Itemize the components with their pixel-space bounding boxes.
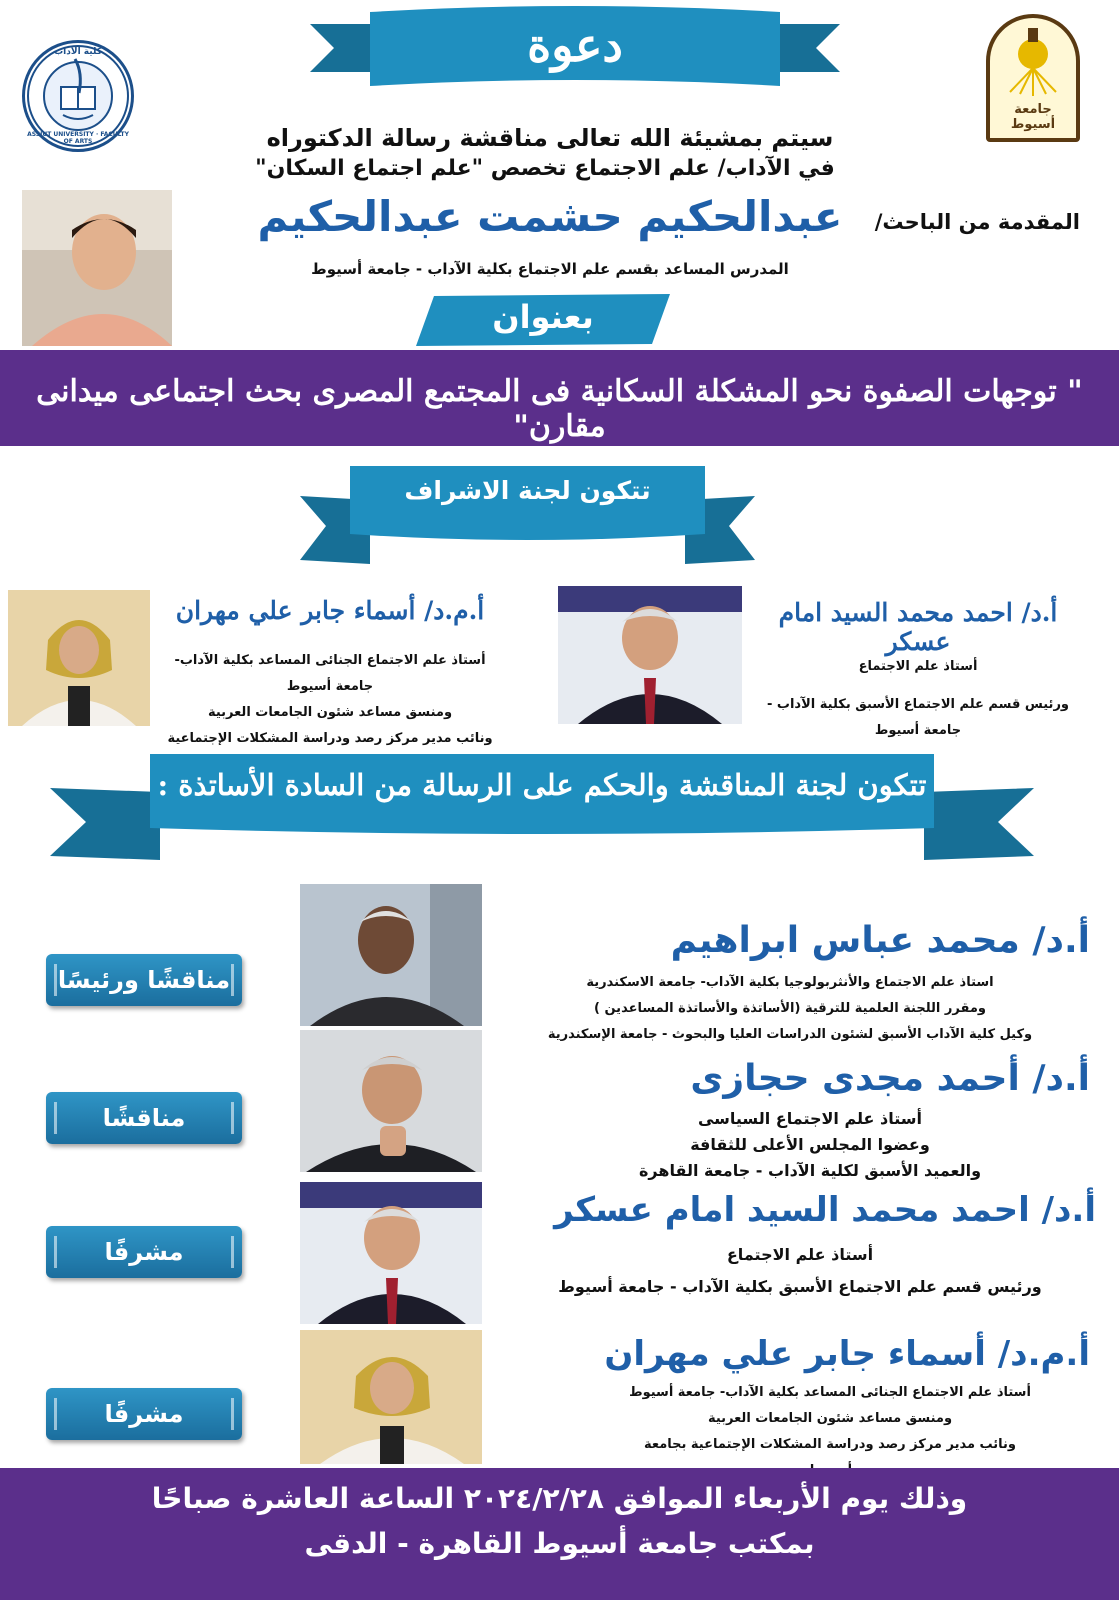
committee-member-2-photo (300, 1030, 482, 1172)
committee-member-3-details (540, 1242, 1060, 1300)
presenter-name: عبدالحكيم حشمت عبدالحكيم (257, 192, 843, 241)
faculty-logo-ring-text: ASSIUT UNIVERSITY · FACULTY OF ARTS (27, 131, 129, 145)
committee-ribbon-label: تتكون لجنة المناقشة والحكم على الرسالة من السادة الأساتذة : (157, 768, 927, 802)
title-ribbon-label: بعنوان (492, 298, 594, 336)
supervisor-2-name: أ.م.د/ أسماء جابر علي مهران (175, 596, 485, 625)
supervision-ribbon-label: تتكون لجنة الاشراف (404, 476, 651, 505)
committee-member-4-line-1: أستاذ علم الاجتماع الجنائى المساعد بكلية الآداب- جامعة أسيوط (629, 1385, 1031, 1400)
footer-location-line: بمكتب جامعة أسيوط القاهرة - الدقى (304, 1527, 815, 1560)
invitation-title: دعوة (527, 18, 623, 72)
committee-member-4-line-3: ونائب مدير مركز رصد ودراسة المشكلات الإجتماعية بجامعة (643, 1437, 1017, 1452)
faculty-logo-text: كلية الآداب (54, 47, 102, 57)
title-ribbon (416, 290, 670, 350)
supervision-ribbon (300, 460, 755, 568)
invitation-ribbon (310, 6, 840, 92)
presenter-label: المقدمة من الباحث/ (874, 210, 1080, 234)
committee-member-1-details (520, 970, 1060, 1048)
supervisor-1-details (760, 654, 1076, 744)
intro-line-2: في الآداب/ علم الاجتماع تخصص "علم اجتماع السكان" (255, 156, 835, 181)
thesis-title: " توجهات الصفوة نحو المشكلة السكانية فى المجتمع المصرى بحث اجتماعى ميدانى مقارن" (36, 374, 1083, 444)
committee-member-4-name: أ.م.د/ أسماء جابر علي مهران (604, 1334, 1090, 1374)
footer-date-line: وذلك يوم الأربعاء الموافق ٢٠٢٤/٢/٢٨ الساعة العاشرة صباحًا (151, 1482, 968, 1515)
supervisor-2-line-2: ومنسق مساعد شئون الجامعات العربية (207, 705, 453, 720)
committee-member-2-details (560, 1106, 1060, 1184)
footer-band (0, 1468, 1119, 1600)
committee-member-4-role: مشرفًا (46, 1388, 242, 1440)
committee-ribbon (50, 744, 1034, 864)
supervisor-2-line-3: ونائب مدير مركز رصد ودراسة المشكلات الإجتماعية (167, 731, 493, 746)
presenter-title: المدرس المساعد بقسم علم الاجتماع بكلية الآداب - جامعة أسيوط (311, 260, 789, 278)
committee-member-1-photo (300, 884, 482, 1026)
intro-line-1: سيتم بمشيئة الله تعالى مناقشة رسالة الدكتوراه (266, 124, 834, 152)
committee-member-3-line-2: ورئيس قسم علم الاجتماع الأسبق بكلية الآداب - جامعة أسيوط (558, 1277, 1042, 1296)
faculty-of-arts-logo (22, 40, 134, 152)
supervisor-1-line-2: ورئيس قسم علم الاجتماع الأسبق بكلية الآداب - جامعة أسيوط (766, 697, 1070, 738)
committee-member-1-name: أ.د/ محمد عباس ابراهيم (670, 920, 1090, 961)
committee-member-2-name: أ.د/ أحمد مجدى حجازى (690, 1058, 1090, 1099)
committee-member-2-role: مناقشًا (46, 1092, 242, 1144)
committee-member-1-role: مناقشًا ورئيسًا (46, 954, 242, 1006)
committee-member-1-line-3: وكيل كلية الآداب الأسبق لشئون الدراسات العليا والبحوث - جامعة الإسكندرية (547, 1027, 1033, 1042)
committee-member-1-line-2: ومقرر اللجنة العلمية للترقية (الأساتذة والأساتذة المساعدين ) (594, 1001, 986, 1016)
committee-member-3-line-1: أستاذ علم الاجتماع (726, 1245, 874, 1264)
committee-member-3-name: أ.د/ احمد محمد السيد امام عسكر (554, 1190, 1096, 1230)
committee-member-3-photo (300, 1182, 482, 1324)
supervisor-2-line-1: أستاذ علم الاجتماع الجنائى المساعد بكلية الآداب- جامعة أسيوط (174, 653, 486, 694)
committee-member-2-line-2: وعضوا المجلس الأعلى للثقافة (690, 1135, 930, 1154)
supervisor-1-photo (558, 586, 742, 724)
committee-member-3-role: مشرفًا (46, 1226, 242, 1278)
committee-member-2-line-1: أستاذ علم الاجتماع السياسى (697, 1109, 923, 1128)
committee-member-4-line-2: ومنسق مساعد شئون الجامعات العربية (707, 1411, 953, 1426)
thesis-title-band (0, 350, 1119, 446)
university-logo-text: جامعة أسيوط (1010, 102, 1056, 132)
supervisor-1-line-1: أستاذ علم الاجتماع (858, 659, 978, 674)
presenter-photo (22, 190, 172, 346)
committee-member-4-photo (300, 1330, 482, 1464)
committee-member-1-line-1: استاذ علم الاجتماع والأنثربولوجيا بكلية الآداب- جامعة الاسكندرية (586, 975, 994, 990)
supervisor-2-photo (8, 590, 150, 726)
assiut-university-logo (986, 14, 1080, 142)
supervisor-1-name: أ.د/ احمد محمد السيد امام عسكر (778, 598, 1058, 656)
committee-member-2-line-3: والعميد الأسبق لكلية الآداب - جامعة القاهرة (638, 1161, 982, 1180)
